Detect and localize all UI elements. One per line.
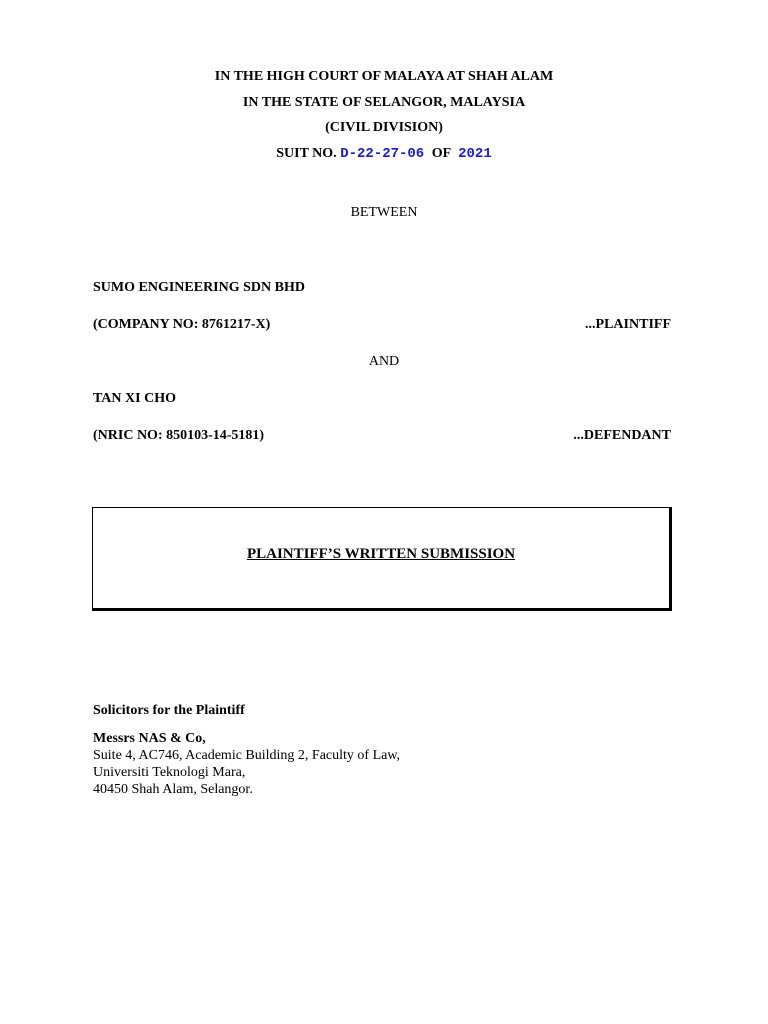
solicitors-address-line-1: Suite 4, AC746, Academic Building 2, Faculty of Law,: [93, 748, 401, 763]
and-label: AND: [368, 354, 400, 369]
plaintiff-name: SUMO ENGINEERING SDN BHD: [93, 280, 305, 295]
defendant-role: ...DEFENDANT: [573, 428, 671, 443]
plaintiff-company-no: (COMPANY NO: 8761217-X): [93, 317, 271, 332]
defendant-nric-no: (NRIC NO: 850103-14-5181): [93, 428, 265, 443]
court-heading-line-3: (CIVIL DIVISION): [325, 120, 443, 135]
solicitors-heading: Solicitors for the Plaintiff: [93, 703, 245, 718]
suit-number: D-22-27-06: [340, 146, 425, 162]
suit-year: 2021: [458, 146, 492, 162]
solicitors-address-line-2: Universiti Teknologi Mara,: [93, 765, 246, 780]
suit-of: OF: [431, 146, 451, 161]
document-title-box: [92, 507, 672, 611]
suit-number-line: [0, 145, 768, 163]
suit-prefix: SUIT NO.: [276, 146, 337, 161]
defendant-name: TAN XI CHO: [93, 391, 176, 406]
court-heading-line-1: IN THE HIGH COURT OF MALAYA AT SHAH ALAM: [214, 69, 554, 84]
solicitors-firm: Messrs NAS & Co,: [93, 731, 206, 746]
between-label: BETWEEN: [350, 205, 418, 220]
plaintiff-role: ...PLAINTIFF: [585, 317, 671, 332]
document-title: PLAINTIFF’S WRITTEN SUBMISSION: [246, 546, 516, 562]
court-heading-line-2: IN THE STATE OF SELANGOR, MALAYSIA: [242, 95, 526, 110]
solicitors-address-line-3: 40450 Shah Alam, Selangor.: [93, 782, 253, 797]
